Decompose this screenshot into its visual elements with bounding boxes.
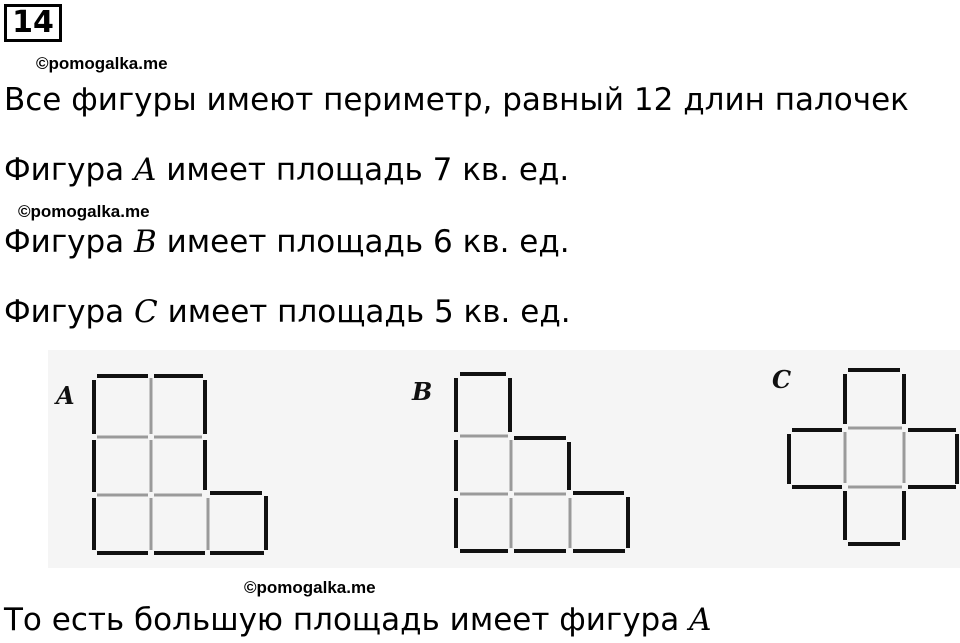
figure-b-inner-sticks [460, 436, 570, 548]
figure-a-label: A [56, 381, 75, 410]
figure-a-outer-sticks [94, 376, 266, 553]
figure-b-statement [4, 224, 570, 260]
figure-c-prefix: Фигура [4, 294, 134, 330]
stick-figures-svg [48, 350, 960, 568]
figure-c-inner-sticks [845, 428, 904, 487]
conclusion-prefix: То есть большую площадь имеет фигура [4, 602, 690, 638]
figure-b-prefix: Фигура [4, 224, 134, 260]
perimeter-statement: Все фигуры имеют периметр, равный 12 длин палочек [4, 82, 909, 118]
figure-b-label: B [412, 377, 433, 406]
figure-c-suffix: имеет площадь 5 кв. ед. [157, 294, 571, 330]
figure-b-suffix: имеет площадь 6 кв. ед. [156, 224, 570, 260]
figure-b-var: B [134, 224, 157, 260]
stick-figures-image [48, 350, 960, 568]
conclusion-statement [4, 602, 711, 638]
watermark: ©pomogalka.me [244, 578, 376, 597]
watermark: ©pomogalka.me [18, 202, 150, 221]
figure-c-statement [4, 294, 571, 330]
figure-a-suffix: имеет площадь 7 кв. ед. [156, 152, 570, 188]
conclusion-var: A [689, 602, 712, 638]
figure-a-inner-sticks [97, 378, 208, 550]
figure-c-outer-sticks [789, 370, 957, 544]
figure-c-label: C [772, 365, 792, 394]
figure-a-prefix: Фигура [4, 152, 134, 188]
figure-a [54, 376, 266, 553]
figure-b-outer-sticks [456, 374, 628, 551]
figure-b [411, 374, 628, 551]
watermark: ©pomogalka.me [36, 54, 168, 73]
figure-a-statement [4, 152, 569, 188]
problem-number: 14 [4, 4, 62, 42]
figure-c-var: C [134, 294, 158, 330]
figure-a-var: A [134, 152, 157, 188]
figure-c [772, 365, 957, 544]
